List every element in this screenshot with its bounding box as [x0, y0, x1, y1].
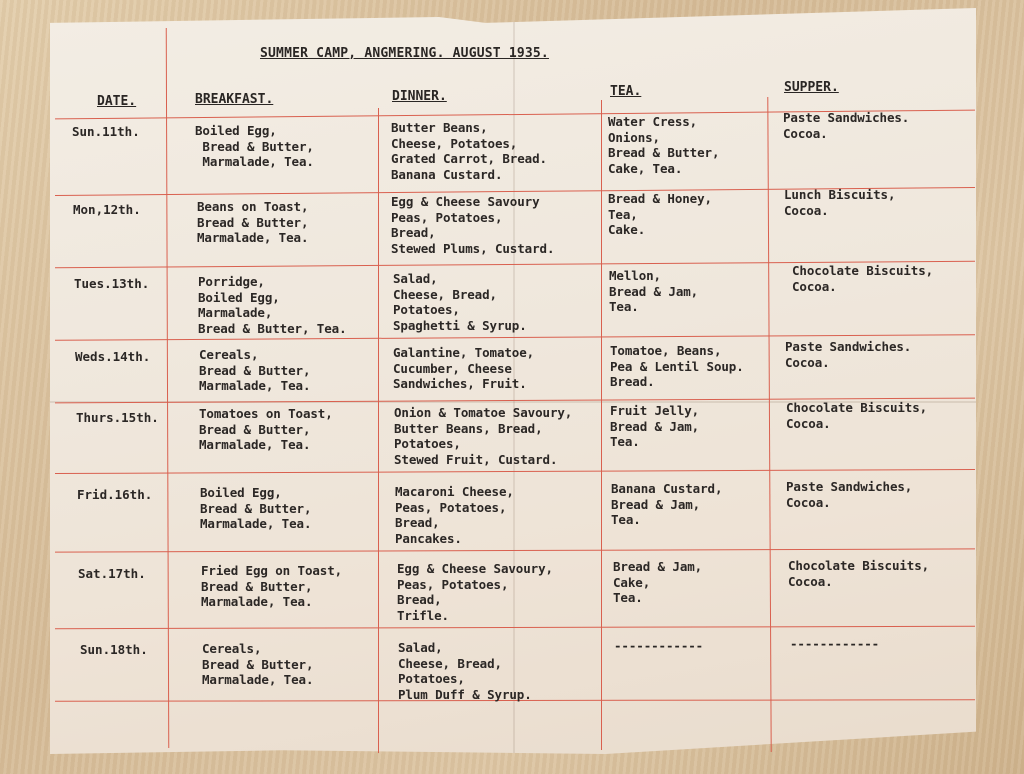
breakfast-cell: Beans on Toast, Bread & Butter, Marmalade, Tea.	[197, 199, 309, 245]
supper-cell: Paste Sandwiches. Cocoa.	[785, 339, 912, 370]
dinner-cell: Egg & Cheese Savoury, Peas, Potatoes, Bread, Trifle.	[397, 561, 553, 623]
column-rule	[378, 108, 379, 753]
header-dinner: DINNER.	[392, 89, 447, 104]
dinner-cell: Galantine, Tomatoe, Cucumber, Cheese Sandwiches, Fruit.	[393, 345, 535, 391]
column-rule	[767, 97, 771, 752]
tea-cell: Fruit Jelly, Bread & Jam, Tea.	[610, 403, 700, 449]
column-rule	[601, 100, 602, 750]
header-breakfast: BREAKFAST.	[195, 92, 274, 107]
dinner-cell: Salad, Cheese, Bread, Potatoes, Plum Duff & Syrup.	[398, 640, 532, 702]
tea-cell: Water Cress, Onions, Bread & Butter, Cake, Tea.	[608, 114, 720, 176]
row-rule	[55, 469, 975, 474]
supper-cell: Lunch Biscuits, Cocoa.	[784, 187, 896, 218]
row-rule	[55, 548, 975, 552]
page-title: SUMMER CAMP, ANGMERING. AUGUST 1935.	[260, 46, 549, 61]
column-rule	[166, 28, 170, 748]
date-cell: Weds.14th.	[75, 349, 151, 364]
breakfast-cell: Cereals, Bread & Butter, Marmalade, Tea.	[202, 641, 314, 687]
supper-cell: ------------	[790, 636, 880, 651]
breakfast-cell: Cereals, Bread & Butter, Marmalade, Tea.	[199, 347, 311, 393]
supper-cell: Chocolate Biscuits, Cocoa.	[786, 400, 928, 431]
supper-cell: Paste Sandwiches, Cocoa.	[786, 479, 913, 510]
dinner-cell: Macaroni Cheese, Peas, Potatoes, Bread, Pancakes.	[395, 484, 514, 546]
breakfast-cell: Porridge, Boiled Egg, Marmalade, Bread & Butter, Tea.	[198, 274, 347, 336]
tea-cell: Mellon, Bread & Jam, Tea.	[609, 268, 699, 314]
date-cell: Sun.18th.	[80, 642, 148, 657]
breakfast-cell: Tomatoes on Toast, Bread & Butter, Marmalade, Tea.	[199, 406, 333, 452]
header-tea: TEA.	[610, 84, 642, 99]
breakfast-cell: Boiled Egg, Bread & Butter, Marmalade, Tea.	[195, 123, 314, 169]
breakfast-cell: Fried Egg on Toast, Bread & Butter, Marmalade, Tea.	[201, 563, 343, 609]
dinner-cell: Salad, Cheese, Bread, Potatoes, Spaghetti & Syrup.	[393, 271, 527, 333]
date-cell: Frid.16th.	[77, 487, 153, 502]
dinner-cell: Onion & Tomatoe Savoury, Butter Beans, Bread, Potatoes, Stewed Fruit, Custard.	[394, 405, 573, 467]
header-date: DATE.	[97, 94, 137, 109]
supper-cell: Chocolate Biscuits, Cocoa.	[788, 558, 930, 589]
tea-cell: ------------	[614, 638, 704, 653]
tea-cell: Bread & Jam, Cake, Tea.	[613, 559, 703, 605]
dinner-cell: Butter Beans, Cheese, Potatoes, Grated Carrot, Bread. Banana Custard.	[391, 120, 547, 182]
supper-cell: Paste Sandwiches. Cocoa.	[783, 110, 910, 141]
date-cell: Mon,12th.	[73, 202, 141, 217]
breakfast-cell: Boiled Egg, Bread & Butter, Marmalade, Tea.	[200, 485, 312, 531]
tea-cell: Tomatoe, Beans, Pea & Lentil Soup. Bread.	[610, 343, 744, 389]
header-supper: SUPPER.	[784, 80, 839, 95]
date-cell: Thurs.15th.	[76, 410, 159, 425]
date-cell: Tues.13th.	[74, 276, 150, 291]
dinner-cell: Egg & Cheese Savoury Peas, Potatoes, Bread, Stewed Plums, Custard.	[391, 194, 555, 256]
date-cell: Sun.11th.	[72, 124, 140, 139]
date-cell: Sat.17th.	[78, 566, 146, 581]
supper-cell: Chocolate Biscuits, Cocoa.	[792, 263, 934, 294]
tea-cell: Banana Custard, Bread & Jam, Tea.	[611, 481, 723, 527]
row-rule	[55, 626, 975, 629]
tea-cell: Bread & Honey, Tea, Cake.	[608, 191, 712, 237]
